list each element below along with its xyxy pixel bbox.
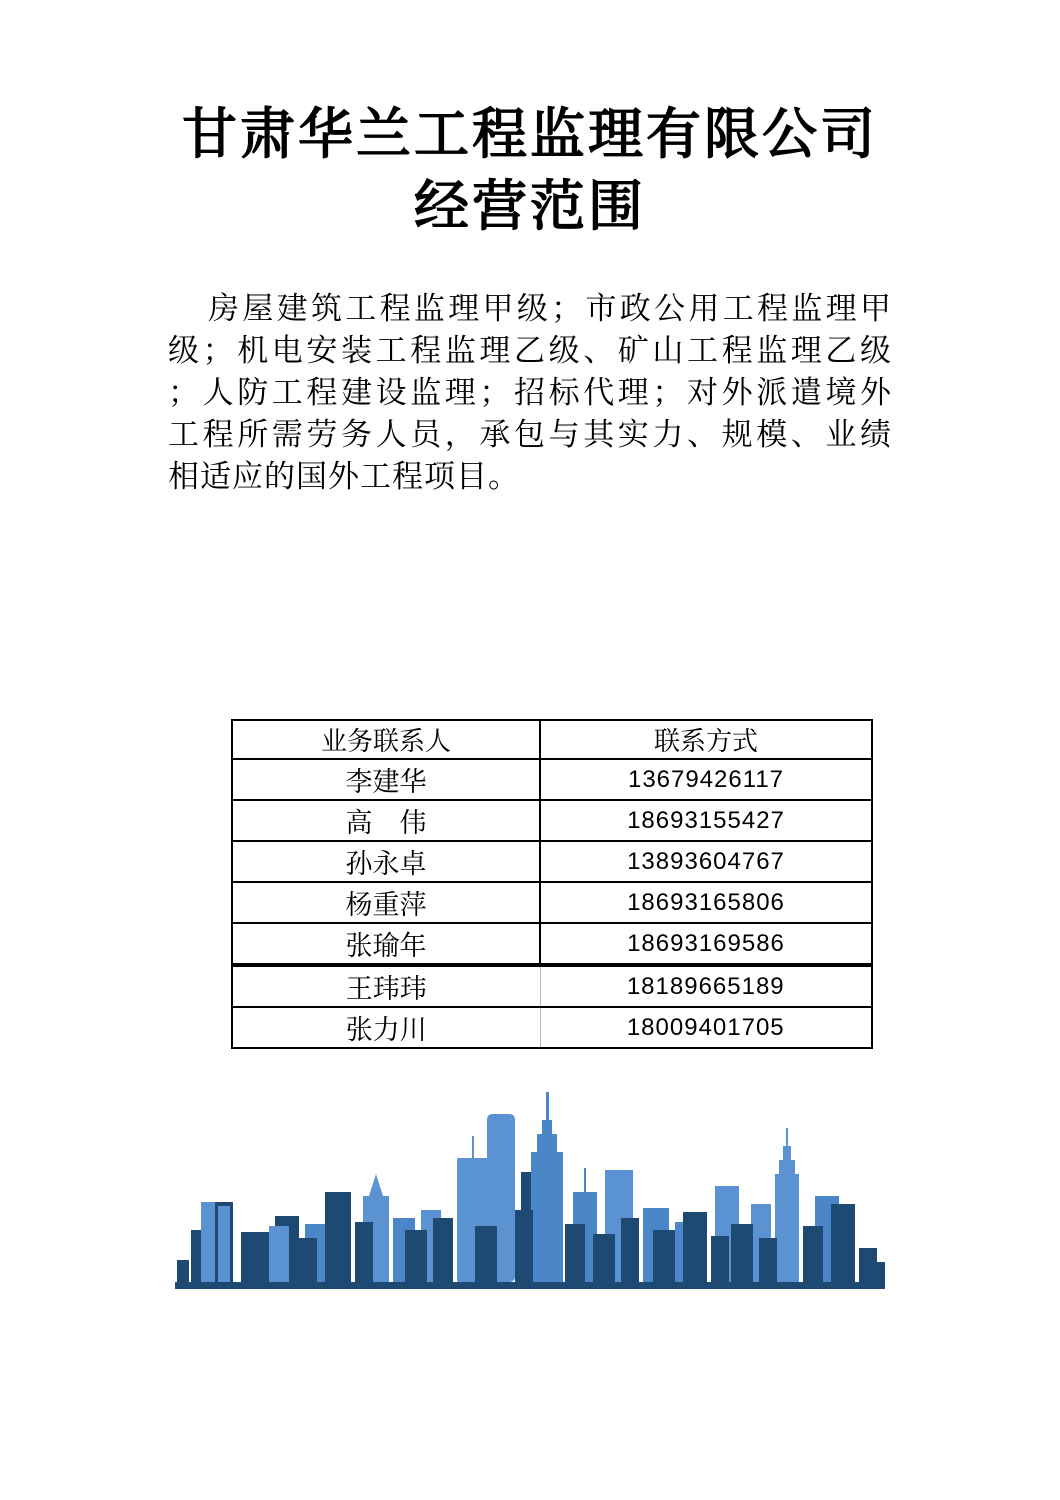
scope-line: 工程所需劳务人员，承包与其实力、规模、业绩	[168, 417, 892, 452]
contact-name-cell: 杨重萍	[232, 882, 540, 923]
city-skyline-graphic	[175, 1082, 885, 1430]
scope-line: ；人防工程建设监理；招标代理；对外派遣境外	[168, 375, 892, 410]
skyline-waterline	[175, 1282, 885, 1292]
table-row	[232, 841, 872, 882]
contact-name-cell: 高 伟	[232, 800, 540, 841]
header-cell-name: 业务联系人	[232, 720, 540, 759]
table-row	[232, 800, 872, 841]
title-line-2: 经营范围	[413, 175, 646, 237]
business-scope-paragraph	[168, 288, 892, 498]
table-row	[232, 1007, 872, 1048]
contact-phone-cell: 13893604767	[540, 841, 872, 882]
skyline-reflection	[177, 1292, 885, 1430]
contact-phone-cell: 18009401705	[540, 1007, 872, 1048]
contact-name-cell: 孙永卓	[232, 841, 540, 882]
scope-line: 级；机电安装工程监理乙级、矿山工程监理乙级	[168, 333, 892, 368]
contacts-table	[231, 719, 873, 1049]
contact-phone-cell: 13679426117	[540, 759, 872, 800]
contact-phone-cell: 18693169586	[540, 923, 872, 965]
contact-name-cell: 张瑜年	[232, 923, 540, 965]
contact-phone-cell: 18693165806	[540, 882, 872, 923]
title-line-1: 甘肃华兰工程监理有限公司	[181, 103, 878, 165]
page-title	[0, 98, 1060, 242]
skyline-buildings	[177, 1092, 885, 1282]
contact-phone-cell: 18693155427	[540, 800, 872, 841]
table-row	[232, 965, 872, 1007]
table-row	[232, 882, 872, 923]
contact-name-cell: 张力川	[232, 1007, 540, 1048]
contact-name-cell: 王玮玮	[232, 965, 540, 1007]
contact-name-cell: 李建华	[232, 759, 540, 800]
scope-line: 房屋建筑工程监理甲级；市政公用工程监理甲	[208, 291, 892, 326]
table-row	[232, 759, 872, 800]
contact-phone-cell: 18189665189	[540, 965, 872, 1007]
table-row	[232, 923, 872, 965]
scope-line: 相适应的国外工程项目。	[168, 459, 520, 494]
header-cell-phone: 联系方式	[540, 720, 872, 759]
table-header-row	[232, 720, 872, 759]
